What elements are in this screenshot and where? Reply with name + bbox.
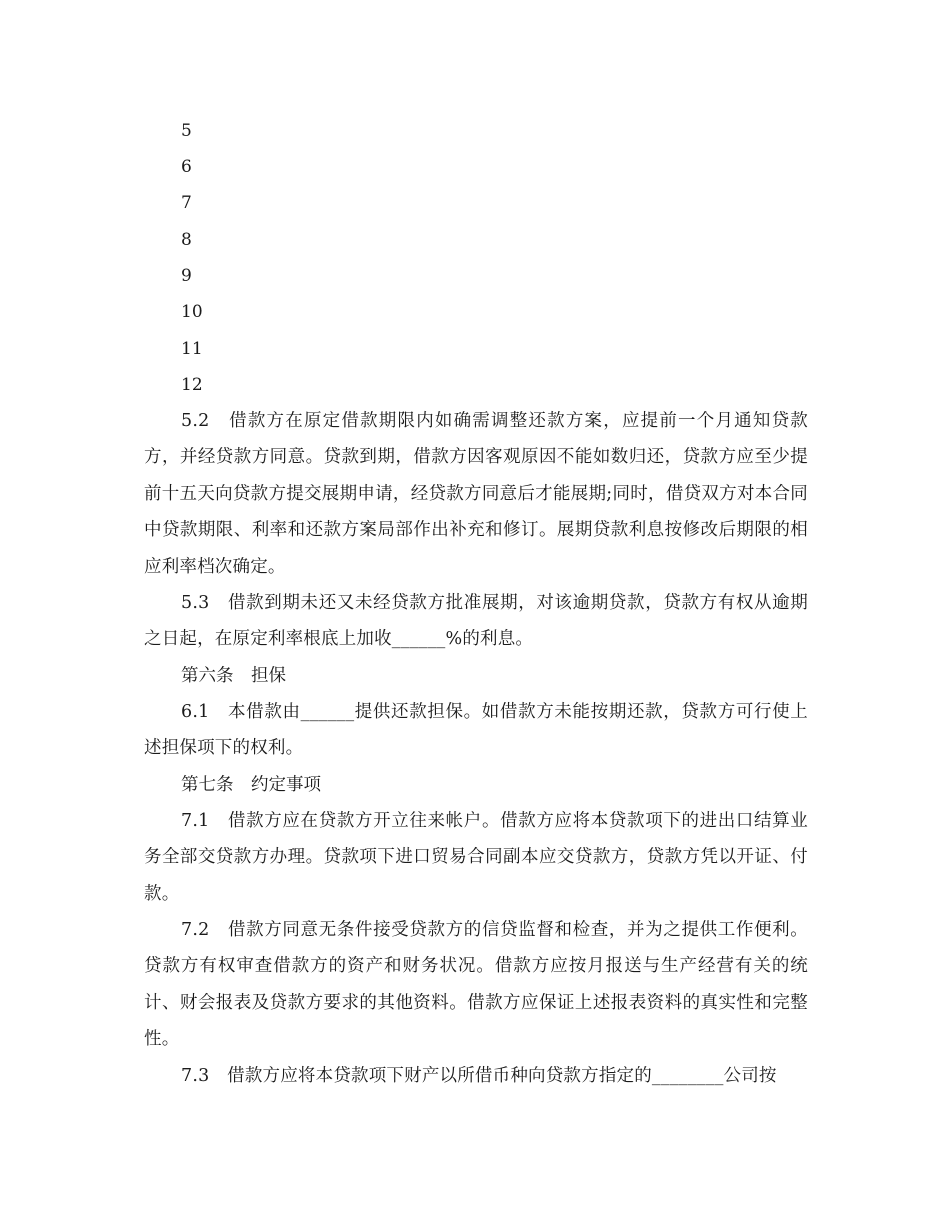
clause-5-2: 5.2 借款方在原定借款期限内如确需调整还款方案，应提前一个月通知贷款方，并经贷款方同意。贷款到期，借款方因客观原因不能如数归还，贷款方应至少提前十五天向贷款方提交展期申请，经贷款方同意后才能展期;同时，借贷双方对本合同中贷款期限、利率和还款方案局部作出补充和修订。展期贷款利息按修改后期限的相应利率档次确定。 <box>144 411 808 577</box>
list-number-5: 5 <box>181 121 192 141</box>
article-7-title: 第七条 约定事项 <box>181 775 321 795</box>
list-number-12: 12 <box>181 375 203 395</box>
list-number-8: 8 <box>181 230 192 250</box>
clause-7-3: 7.3 借款方应将本贷款项下财产以所借币种向贷款方指定的________公司按 <box>181 1066 777 1086</box>
article-6-title: 第六条 担保 <box>181 666 286 686</box>
clause-7-2: 7.2 借款方同意无条件接受贷款方的信贷监督和检查，并为之提供工作便利。贷款方有权审查借款方的资产和财务状况。借款方应按月报送与生产经营有关的统计、财会报表及贷款方要求的其他资料。借款方应保证上述报表资料的真实性和完整性。 <box>144 920 808 1050</box>
list-number-6: 6 <box>181 157 192 177</box>
list-number-11: 11 <box>181 339 203 359</box>
clause-6-1: 6.1 本借款由______提供还款担保。如借款方未能按期还款，贷款方可行使上述担保项下的权利。 <box>144 702 808 759</box>
clause-7-1: 7.1 借款方应在贷款方开立往来帐户。借款方应将本贷款项下的进出口结算业务全部交贷款方办理。贷款项下进口贸易合同副本应交贷款方，贷款方凭以开证、付款。 <box>144 811 808 904</box>
list-number-10: 10 <box>181 302 203 322</box>
list-number-7: 7 <box>181 193 192 213</box>
clause-5-3: 5.3 借款到期未还又未经贷款方批准展期，对该逾期贷款，贷款方有权从逾期之日起，在原定利率根底上加收______%的利息。 <box>144 593 808 650</box>
list-number-9: 9 <box>181 266 192 286</box>
